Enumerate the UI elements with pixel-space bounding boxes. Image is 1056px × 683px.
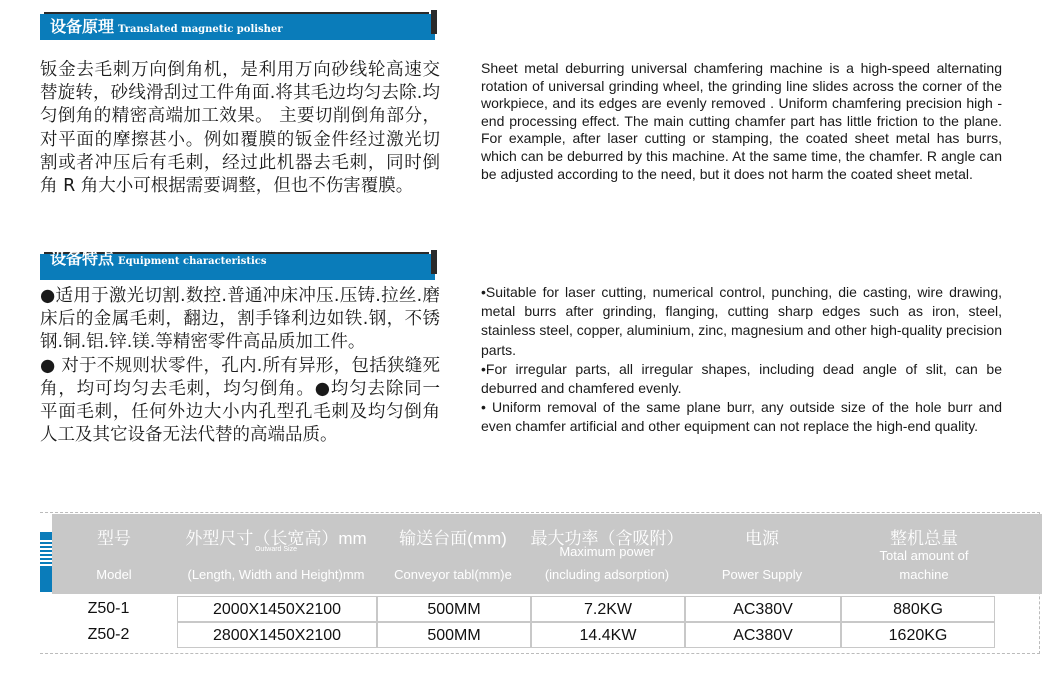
section-title (50, 250, 267, 271)
characteristics-cn-text (40, 285, 440, 447)
header-power-en: (including adsorption) (544, 567, 670, 582)
cell-weight: 1620KG (841, 622, 995, 648)
cell-conveyor: 500MM (377, 596, 531, 622)
table-row (40, 622, 1034, 648)
cell-weight: 880KG (841, 596, 995, 622)
characteristics-en-p3: • Uniform removal of the same plane burr, any outside size of the hole burr and even chamfer artificial and other equipment can not replace the high-end quality. (481, 399, 1002, 435)
header-conveyor-en: Conveyor tabl(mm)e (394, 567, 512, 582)
header-shadow (431, 10, 437, 34)
table-body (40, 584, 1034, 650)
characteristics-cn-p2: ● 对于不规则状零件，孔内.所有异形，包括狭缝死角，均可均匀去毛刺，均匀倒角。●均匀去除同一平面毛刺，任何外边大小内孔型孔毛刺及均匀倒角人工及其它设备无法代替的高端品质。 (40, 355, 440, 446)
header-model (52, 514, 176, 594)
characteristics-en-p2: •For irregular parts, all irregular shapes, including dead angle of slit, can be deburred and chamfered evenly. (481, 360, 1002, 397)
header-shadow (431, 250, 437, 274)
header-size (176, 514, 376, 594)
principle-en-text: Sheet metal deburring universal chamfering machine is a high-speed alternating rotation of universal grinding wheel, the grinding line slides across the corner of the workpiece, and its edges are evenly removed . Uniform chamfering precision high - end processing effect. The main cutting chamfer part has little friction to the plane. For example, after laser cutting or stamping, the coated sheet metal has burrs, which can be deburred by this machine. At the same time, the chamfer. R angle can be adjusted according to the need, but it does not harm the coated sheet metal. (481, 60, 1002, 182)
cell-model: Z50-2 (87, 626, 130, 643)
header-weight-cn: 整机总量 (890, 529, 958, 548)
section-title-cn: 设备特点 (50, 249, 115, 268)
cell-supply: AC380V (685, 622, 841, 648)
section-header-characteristics (40, 249, 435, 280)
cell-conveyor: 500MM (377, 622, 531, 648)
cell-model: Z50-1 (87, 600, 130, 617)
table-border-top (40, 512, 1040, 513)
section-title (50, 18, 283, 39)
header-supply-cn: 电源 (745, 529, 779, 548)
header-conveyor (376, 514, 530, 594)
section-title-en: Equipment characteristics (118, 256, 267, 267)
section-header-principle (40, 12, 435, 40)
cell-size: 2800X1450X2100 (177, 622, 377, 648)
header-size-small: Outward Size (254, 546, 298, 553)
header-size-cn: 外型尺寸（长宽高）mm (185, 529, 367, 548)
header-power-en1: Maximum power (559, 544, 655, 559)
header-model-en: Model (96, 567, 132, 582)
table-blue-lines (40, 538, 52, 568)
table-border-bottom (40, 653, 1040, 654)
header-weight-en: machine (899, 567, 949, 582)
characteristics-cn-p1: ●适用于激光切割.数控.普通冲床冲压.压铸.拉丝.磨床后的金属毛刺，翻边，割手锋利边如铁.钢，不锈钢.铜.铝.锌.镁.等精密零件高品质加工件。 (40, 286, 440, 353)
header-size-en: (Length, Width and Height)mm (187, 567, 365, 582)
header-conveyor-cn: 输送台面(mm) (399, 529, 507, 548)
section-title-cn: 设备原理 (50, 17, 115, 36)
header-weight (840, 514, 1008, 594)
cell-size: 2000X1450X2100 (177, 596, 377, 622)
header-model-cn: 型号 (97, 529, 131, 548)
characteristics-en-text (481, 283, 1002, 437)
cell-power: 7.2KW (531, 596, 685, 622)
header-power (530, 514, 684, 594)
header-supply (684, 514, 840, 594)
cell-power: 14.4KW (531, 622, 685, 648)
section-title-en: Translated magnetic polisher (118, 24, 283, 35)
header-power-cn: 最大功率（含吸附） (530, 529, 684, 548)
spec-table (40, 512, 1040, 654)
header-weight-en1: Total amount of (879, 548, 969, 563)
principle-cn-text: 钣金去毛刺万向倒角机，是利用万向砂线轮高速交替旋转，砂线滑刮过工件角面.将其毛边均匀去除.均匀倒角的精密高端加工效果。 主要切削倒角部分，对平面的摩擦甚小。例如覆膜的钣金件经过激光切割或者冲压后有毛刺，经过此机器去毛刺，同时倒角 R 角大小可根据需要调整，但也不伤害覆膜。 (40, 60, 440, 197)
table-row (40, 596, 1034, 622)
header-supply-en: Power Supply (721, 567, 803, 582)
cell-supply: AC380V (685, 596, 841, 622)
characteristics-en-p1: •Suitable for laser cutting, numerical control, punching, die casting, wire drawing, metal burrs after grinding, flanging, cutting sharp edges such as iron, steel, stainless steel, copper, aluminium, zinc, magnesium and other high-quality precision parts. (481, 284, 1002, 358)
